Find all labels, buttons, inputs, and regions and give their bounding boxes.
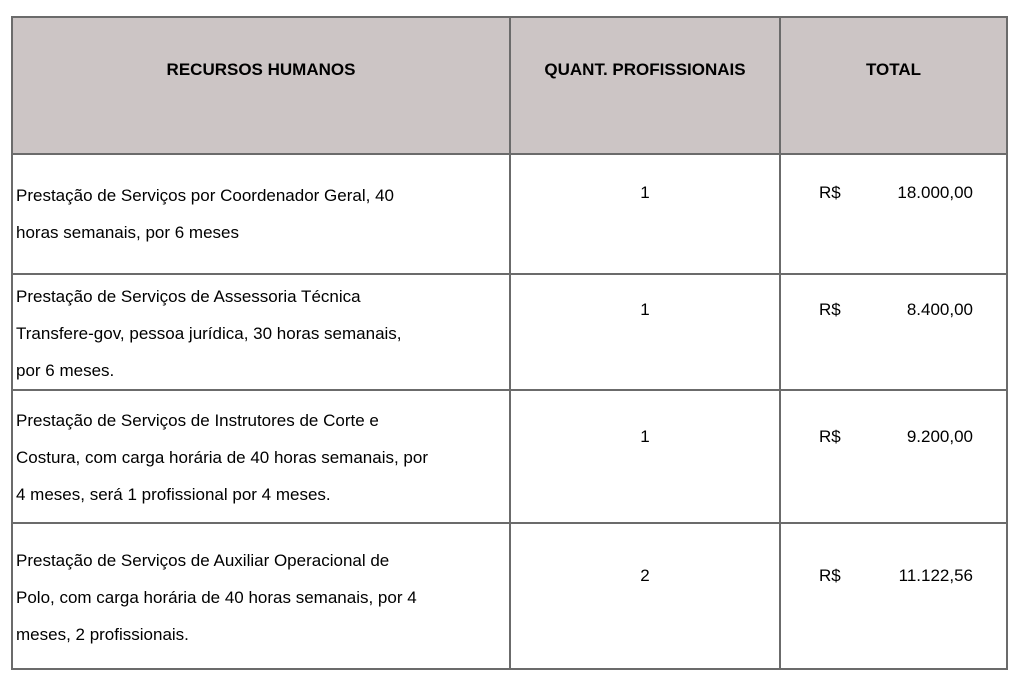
total-cell	[780, 523, 1007, 669]
header-human-resources: RECURSOS HUMANOS	[12, 17, 510, 154]
description-line: horas semanais, por 6 meses	[16, 223, 239, 242]
quantity-cell: 1	[510, 274, 780, 390]
description-cell	[12, 523, 510, 669]
currency-symbol: R$	[819, 427, 841, 446]
total-cell	[780, 390, 1007, 523]
description-line: meses, 2 profissionais.	[16, 625, 189, 644]
description-line: Polo, com carga horária de 40 horas semanais, por 4	[16, 588, 417, 607]
table-row	[12, 274, 1007, 390]
total-value: 8.400,00	[906, 300, 973, 319]
currency-symbol: R$	[819, 183, 841, 202]
header-total: TOTAL	[780, 17, 1007, 154]
description-cell	[12, 390, 510, 523]
total-value: 11.122,56	[898, 566, 973, 585]
description-line: Costura, com carga horária de 40 horas semanais, por	[16, 448, 428, 467]
currency-symbol: R$	[819, 566, 841, 585]
total-value: 9.200,00	[906, 427, 973, 446]
description-line: Prestação de Serviços de Instrutores de Corte e	[16, 411, 379, 430]
description-line: por 6 meses.	[16, 361, 115, 380]
human-resources-table	[11, 16, 1008, 670]
description-line: Prestação de Serviços de Assessoria Técnica	[16, 287, 361, 306]
description-cell	[12, 274, 510, 390]
total-cell	[780, 274, 1007, 390]
table-row	[12, 154, 1007, 274]
quantity-cell: 1	[510, 390, 780, 523]
table-row	[12, 390, 1007, 523]
description-line: Prestação de Serviços de Auxiliar Operacional de	[16, 551, 390, 570]
total-value: 18.000,00	[897, 183, 973, 202]
table-row	[12, 523, 1007, 669]
description-cell	[12, 154, 510, 274]
currency-symbol: R$	[819, 300, 841, 319]
quantity-cell: 1	[510, 154, 780, 274]
quantity-cell: 2	[510, 523, 780, 669]
header-quantity-professionals: QUANT. PROFISSIONAIS	[510, 17, 780, 154]
description-line: Prestação de Serviços por Coordenador Geral, 40	[16, 186, 394, 205]
total-cell	[780, 154, 1007, 274]
description-line: 4 meses, será 1 profissional por 4 meses.	[16, 485, 331, 504]
table-header-row	[12, 17, 1007, 154]
description-line: Transfere-gov, pessoa jurídica, 30 horas semanais,	[16, 324, 402, 343]
